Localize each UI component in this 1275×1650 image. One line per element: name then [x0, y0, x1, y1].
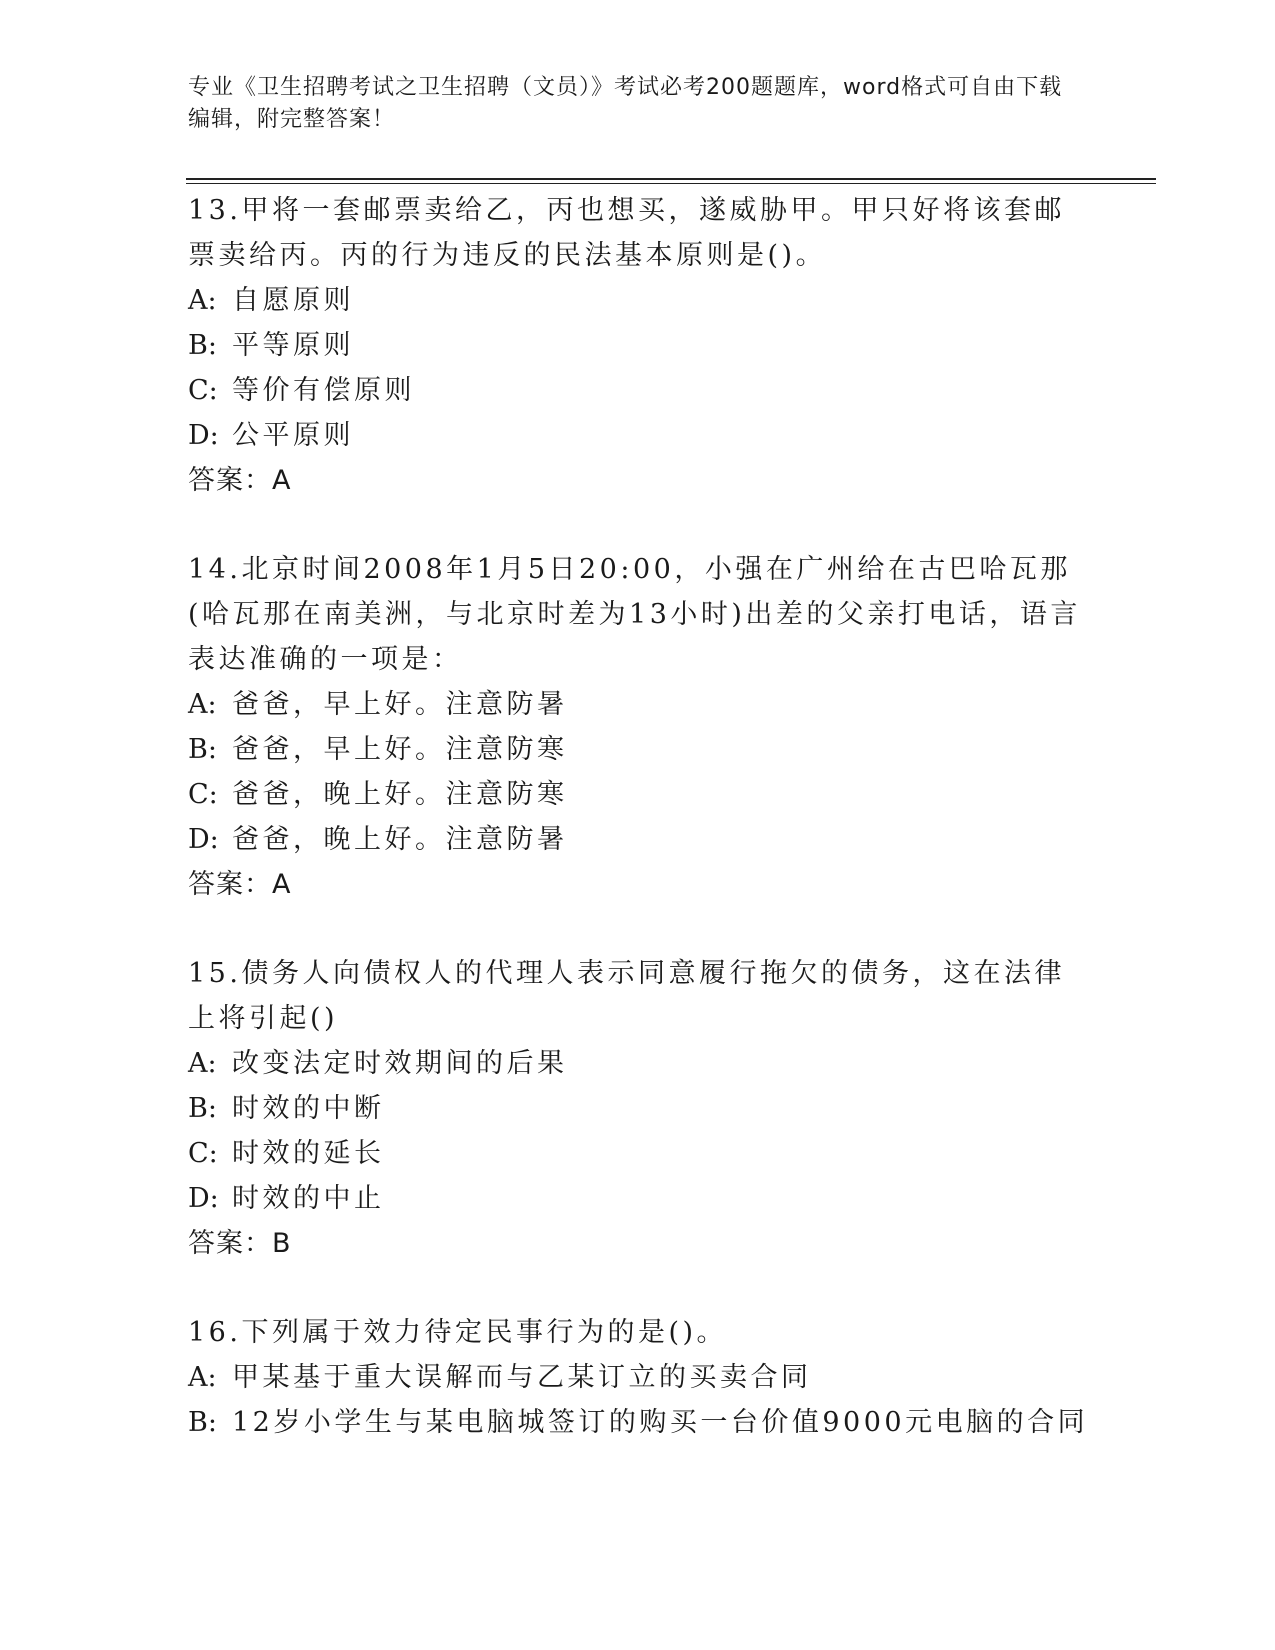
question-stem: 15.债务人向债权人的代理人表示同意履行拖欠的债务，这在法律上将引起()	[188, 958, 1065, 1034]
question-stem: 16.下列属于效力待定民事行为的是()。	[188, 1317, 728, 1348]
question-list	[188, 188, 1088, 1489]
answer-line: 答案：A	[188, 869, 292, 900]
option-c	[188, 1131, 1088, 1176]
option-text: 12岁小学生与某电脑城签订的购买一台价值9000元电脑的合同	[232, 1407, 1089, 1438]
option-d	[188, 413, 1088, 458]
option-letter: D:	[188, 420, 219, 451]
option-letter: C:	[188, 1138, 218, 1169]
option-b	[188, 727, 1088, 772]
option-letter: B:	[188, 734, 217, 765]
header-divider	[186, 178, 1156, 184]
option-letter: B:	[188, 1093, 217, 1124]
option-c	[188, 772, 1088, 817]
option-text: 时效的延长	[232, 1138, 385, 1169]
option-a	[188, 1041, 1088, 1086]
option-letter: C:	[188, 375, 218, 406]
option-d	[188, 817, 1088, 862]
option-c	[188, 368, 1088, 413]
option-text: 爸爸，晚上好。注意防暑	[232, 824, 568, 855]
question-stem: 13.甲将一套邮票卖给乙，丙也想买，遂威胁甲。甲只好将该套邮票卖给丙。丙的行为违反的民法基本原则是()。	[188, 195, 1065, 271]
option-text: 时效的中止	[232, 1183, 385, 1214]
option-text: 爸爸，晚上好。注意防寒	[232, 779, 568, 810]
question-14	[188, 547, 1088, 907]
option-text: 等价有偿原则	[232, 375, 415, 406]
option-text: 公平原则	[232, 420, 354, 451]
option-d	[188, 1176, 1088, 1221]
question-13	[188, 188, 1088, 503]
option-letter: B:	[188, 1407, 217, 1438]
answer-line: 答案：B	[188, 1228, 292, 1259]
option-b	[188, 1400, 1088, 1445]
option-letter: C:	[188, 779, 218, 810]
option-text: 时效的中断	[232, 1093, 385, 1124]
question-16	[188, 1310, 1088, 1445]
option-letter: A:	[188, 1362, 217, 1393]
option-text: 爸爸，早上好。注意防寒	[232, 734, 568, 765]
option-letter: A:	[188, 689, 217, 720]
option-text: 甲某基于重大误解而与乙某订立的买卖合同	[232, 1362, 812, 1393]
option-text: 改变法定时效期间的后果	[232, 1048, 568, 1079]
question-15	[188, 951, 1088, 1266]
answer-line: 答案：A	[188, 465, 292, 496]
option-a	[188, 682, 1088, 727]
option-b	[188, 323, 1088, 368]
option-text: 爸爸，早上好。注意防暑	[232, 689, 568, 720]
question-stem: 14.北京时间2008年1月5日20:00，小强在广州给在古巴哈瓦那(哈瓦那在南美洲，与北京时差为13小时)出差的父亲打电话，语言表达准确的一项是：	[188, 554, 1081, 675]
option-letter: A:	[188, 285, 217, 316]
option-a	[188, 278, 1088, 323]
option-letter: D:	[188, 1183, 219, 1214]
option-text: 平等原则	[232, 330, 354, 361]
option-letter: B:	[188, 330, 217, 361]
option-b	[188, 1086, 1088, 1131]
document-header: 专业《卫生招聘考试之卫生招聘（文员）》考试必考200题题库，word格式可自由下载编辑，附完整答案！	[188, 75, 1063, 132]
option-letter: D:	[188, 824, 219, 855]
option-text: 自愿原则	[232, 285, 354, 316]
option-letter: A:	[188, 1048, 217, 1079]
option-a	[188, 1355, 1088, 1400]
